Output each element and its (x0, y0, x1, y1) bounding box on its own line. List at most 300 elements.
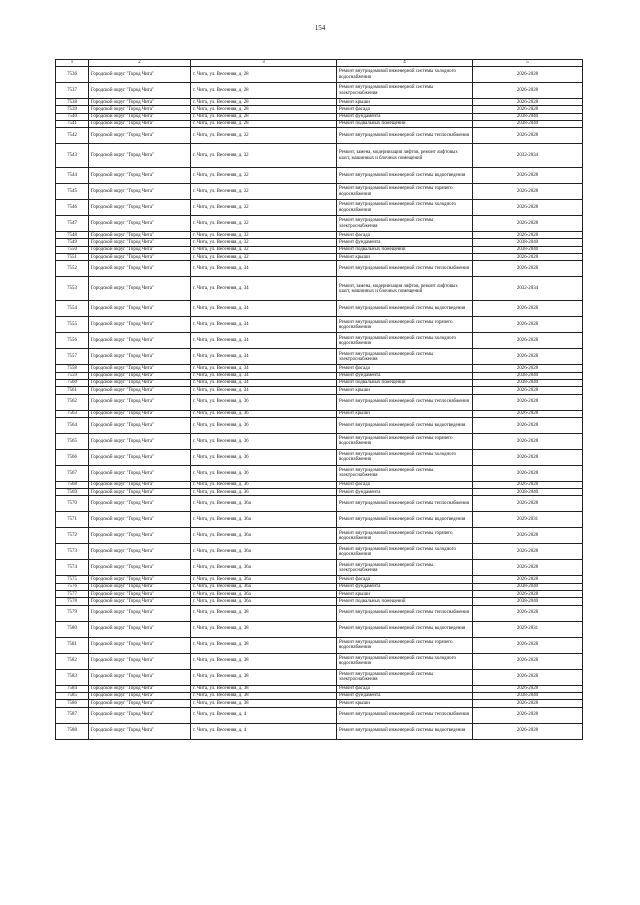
municipality-cell: Городской округ "Город Чита" (89, 637, 191, 653)
municipality-cell: Городской округ "Город Чита" (89, 544, 191, 560)
address-cell: г. Чита, ул. Весенняя, д. 32 (191, 254, 337, 261)
row-number-cell: 7582 (56, 653, 89, 669)
period-cell: 2026-2028 (473, 168, 583, 184)
period-cell: 2029-2031 (473, 512, 583, 528)
municipality-cell: Городской округ "Город Чита" (89, 465, 191, 481)
address-cell: г. Чита, ул. Весенняя, д. 34 (191, 349, 337, 365)
table-row (56, 410, 583, 417)
period-cell: 2038-2040 (473, 113, 583, 120)
column-number-4: 4 (337, 60, 473, 67)
work-type-cell: Ремонт внутридомовой инженерной системы водоотведения (337, 301, 473, 317)
address-cell: г. Чита, ул. Весенняя, д. 28 (191, 120, 337, 127)
row-number-cell: 7545 (56, 184, 89, 200)
row-number-cell: 7555 (56, 317, 89, 333)
row-number-cell: 7570 (56, 496, 89, 512)
work-type-cell: Ремонт внутридомовой инженерной системы горячего водоснабжения (337, 637, 473, 653)
work-type-cell: Ремонт внутридомовой инженерной системы теплоснабжения (337, 707, 473, 723)
period-cell: 2032-2034 (473, 277, 583, 301)
table-row (56, 232, 583, 239)
row-number-cell: 7554 (56, 301, 89, 317)
municipality-cell: Городской округ "Город Чита" (89, 496, 191, 512)
period-cell: 2026-2028 (473, 685, 583, 692)
period-cell: 2026-2028 (473, 261, 583, 277)
period-cell: 2026-2028 (473, 653, 583, 669)
row-number-cell: 7553 (56, 277, 89, 301)
table-row (56, 481, 583, 488)
table-row (56, 528, 583, 544)
row-number-cell: 7583 (56, 669, 89, 685)
work-type-cell: Ремонт внутридомовой инженерной системы теплоснабжения (337, 261, 473, 277)
table-row (56, 653, 583, 669)
address-cell: г. Чита, ул. Весенняя, д. 38 (191, 621, 337, 637)
municipality-cell: Городской округ "Город Чита" (89, 261, 191, 277)
work-type-cell: Ремонт внутридомовой инженерной системы водоотведения (337, 723, 473, 739)
address-cell: г. Чита, ул. Весенняя, д. 38 (191, 637, 337, 653)
work-type-cell: Ремонт подвальных помещений (337, 246, 473, 253)
row-number-cell: 7563 (56, 410, 89, 417)
address-cell: г. Чита, ул. Весенняя, д. 36а (191, 576, 337, 583)
period-cell: 2026-2028 (473, 410, 583, 417)
table-row (56, 365, 583, 372)
table-row (56, 621, 583, 637)
work-type-cell: Ремонт внутридомовой инженерной системы горячего водоснабжения (337, 433, 473, 449)
address-cell: г. Чита, ул. Весенняя, д. 28 (191, 99, 337, 106)
table-row (56, 99, 583, 106)
table-row (56, 544, 583, 560)
table-row (56, 349, 583, 365)
municipality-cell: Городской округ "Город Чита" (89, 239, 191, 246)
municipality-cell: Городской округ "Город Чита" (89, 128, 191, 144)
municipality-cell: Городской округ "Город Чита" (89, 254, 191, 261)
row-number-cell: 7538 (56, 99, 89, 106)
table-row (56, 723, 583, 739)
address-cell: г. Чита, ул. Весенняя, д. 28 (191, 113, 337, 120)
municipality-cell: Городской округ "Город Чита" (89, 372, 191, 379)
table-row (56, 200, 583, 216)
table-row (56, 707, 583, 723)
period-cell: 2026-2028 (473, 83, 583, 99)
address-cell: г. Чита, ул. Весенняя, д. 36а (191, 591, 337, 598)
address-cell: г. Чита, ул. Весенняя, д. 36 (191, 465, 337, 481)
row-number-cell: 7579 (56, 605, 89, 621)
table-row (56, 560, 583, 576)
row-number-cell: 7539 (56, 106, 89, 113)
municipality-cell: Городской округ "Город Чита" (89, 387, 191, 394)
municipality-cell: Городской округ "Город Чита" (89, 67, 191, 83)
work-type-cell: Ремонт крыши (337, 99, 473, 106)
table-row (56, 254, 583, 261)
municipality-cell: Городской округ "Город Чита" (89, 560, 191, 576)
municipality-cell: Городской округ "Город Чита" (89, 317, 191, 333)
column-number-5: 5 (473, 60, 583, 67)
work-type-cell: Ремонт внутридомовой инженерной системы электроснабжения (337, 349, 473, 365)
table-row (56, 239, 583, 246)
column-number-2: 2 (89, 60, 191, 67)
row-number-cell: 7557 (56, 349, 89, 365)
address-cell: г. Чита, ул. Весенняя, д. 38 (191, 700, 337, 707)
work-type-cell: Ремонт фасада (337, 365, 473, 372)
row-number-cell: 7540 (56, 113, 89, 120)
table-row (56, 317, 583, 333)
municipality-cell: Городской округ "Город Чита" (89, 394, 191, 410)
work-type-cell: Ремонт внутридомовой инженерной системы электроснабжения (337, 560, 473, 576)
municipality-cell: Городской округ "Город Чита" (89, 707, 191, 723)
row-number-cell: 7556 (56, 333, 89, 349)
address-cell: г. Чита, ул. Весенняя, д. 34 (191, 379, 337, 386)
address-cell: г. Чита, ул. Весенняя, д. 36а (191, 512, 337, 528)
table-row (56, 277, 583, 301)
row-number-cell: 7588 (56, 723, 89, 739)
municipality-cell: Городской округ "Город Чита" (89, 216, 191, 232)
period-cell: 2026-2028 (473, 605, 583, 621)
period-cell: 2026-2028 (473, 106, 583, 113)
period-cell: 2026-2028 (473, 184, 583, 200)
address-cell: г. Чита, ул. Весенняя, д. 4 (191, 707, 337, 723)
municipality-cell: Городской округ "Город Чита" (89, 489, 191, 496)
period-cell: 2026-2028 (473, 637, 583, 653)
table-row (56, 106, 583, 113)
period-cell: 2026-2028 (473, 669, 583, 685)
row-number-cell: 7558 (56, 365, 89, 372)
period-cell: 2026-2028 (473, 99, 583, 106)
address-cell: г. Чита, ул. Весенняя, д. 38 (191, 605, 337, 621)
period-cell: 2026-2028 (473, 723, 583, 739)
period-cell: 2038-2040 (473, 489, 583, 496)
address-cell: г. Чита, ул. Весенняя, д. 36 (191, 417, 337, 433)
row-number-cell: 7542 (56, 128, 89, 144)
work-type-cell: Ремонт, замена, модернизация лифтов, ремонт лифтовых шахт, машинных и блочных помещений (337, 277, 473, 301)
municipality-cell: Городской округ "Город Чита" (89, 723, 191, 739)
municipality-cell: Городской округ "Город Чита" (89, 700, 191, 707)
period-cell: 2026-2028 (473, 394, 583, 410)
period-cell: 2026-2028 (473, 700, 583, 707)
municipality-cell: Городской округ "Город Чита" (89, 349, 191, 365)
table-row (56, 128, 583, 144)
work-type-cell: Ремонт фасада (337, 481, 473, 488)
period-cell: 2026-2028 (473, 528, 583, 544)
work-type-cell: Ремонт внутридомовой инженерной системы электроснабжения (337, 216, 473, 232)
address-cell: г. Чита, ул. Весенняя, д. 34 (191, 317, 337, 333)
work-type-cell: Ремонт внутридомовой инженерной системы теплоснабжения (337, 605, 473, 621)
row-number-cell: 7578 (56, 598, 89, 605)
address-cell: г. Чита, ул. Весенняя, д. 28 (191, 83, 337, 99)
work-type-cell: Ремонт внутридомовой инженерной системы горячего водоснабжения (337, 528, 473, 544)
table-row (56, 261, 583, 277)
table-row (56, 144, 583, 168)
work-type-cell: Ремонт фундамента (337, 239, 473, 246)
address-cell: г. Чита, ул. Весенняя, д. 32 (191, 168, 337, 184)
address-cell: г. Чита, ул. Весенняя, д. 34 (191, 387, 337, 394)
address-cell: г. Чита, ул. Весенняя, д. 32 (191, 200, 337, 216)
table-row (56, 605, 583, 621)
row-number-cell: 7572 (56, 528, 89, 544)
municipality-cell: Городской округ "Город Чита" (89, 246, 191, 253)
row-number-cell: 7536 (56, 67, 89, 83)
period-cell: 2026-2028 (473, 707, 583, 723)
work-type-cell: Ремонт крыши (337, 591, 473, 598)
address-cell: г. Чита, ул. Весенняя, д. 36а (191, 544, 337, 560)
period-cell: 2038-2040 (473, 583, 583, 590)
address-cell: г. Чита, ул. Весенняя, д. 32 (191, 246, 337, 253)
period-cell: 2038-2040 (473, 379, 583, 386)
table-row (56, 417, 583, 433)
address-cell: г. Чита, ул. Весенняя, д. 38 (191, 692, 337, 699)
municipality-cell: Городской округ "Город Чита" (89, 598, 191, 605)
repair-schedule-table (55, 59, 583, 740)
work-type-cell: Ремонт, замена, модернизация лифтов, ремонт лифтовых шахт, машинных и блочных помещений (337, 144, 473, 168)
address-cell: г. Чита, ул. Весенняя, д. 32 (191, 144, 337, 168)
municipality-cell: Городской округ "Город Чита" (89, 232, 191, 239)
work-type-cell: Ремонт внутридомовой инженерной системы теплоснабжения (337, 394, 473, 410)
table-row (56, 83, 583, 99)
work-type-cell: Ремонт внутридомовой инженерной системы горячего водоснабжения (337, 317, 473, 333)
table-row (56, 433, 583, 449)
work-type-cell: Ремонт крыши (337, 700, 473, 707)
work-type-cell: Ремонт внутридомовой инженерной системы холодного водоснабжения (337, 544, 473, 560)
work-type-cell: Ремонт внутридомовой инженерной системы горячего водоснабжения (337, 184, 473, 200)
work-type-cell: Ремонт внутридомовой инженерной системы электроснабжения (337, 669, 473, 685)
address-cell: г. Чита, ул. Весенняя, д. 32 (191, 184, 337, 200)
address-cell: г. Чита, ул. Весенняя, д. 34 (191, 261, 337, 277)
work-type-cell: Ремонт внутридомовой инженерной системы холодного водоснабжения (337, 200, 473, 216)
municipality-cell: Городской округ "Город Чита" (89, 433, 191, 449)
work-type-cell: Ремонт внутридомовой инженерной системы водоотведения (337, 168, 473, 184)
address-cell: г. Чита, ул. Весенняя, д. 36 (191, 449, 337, 465)
table-row (56, 700, 583, 707)
work-type-cell: Ремонт внутридомовой инженерной системы водоотведения (337, 621, 473, 637)
table-row (56, 591, 583, 598)
municipality-cell: Городской округ "Город Чита" (89, 621, 191, 637)
work-type-cell: Ремонт крыши (337, 387, 473, 394)
period-cell: 2026-2028 (473, 301, 583, 317)
work-type-cell: Ремонт подвальных помещений (337, 379, 473, 386)
row-number-cell: 7577 (56, 591, 89, 598)
period-cell: 2026-2028 (473, 349, 583, 365)
table-row (56, 184, 583, 200)
municipality-cell: Городской округ "Город Чита" (89, 277, 191, 301)
row-number-cell: 7584 (56, 685, 89, 692)
page-number: 154 (314, 24, 326, 32)
table-row (56, 512, 583, 528)
work-type-cell: Ремонт фасада (337, 685, 473, 692)
work-type-cell: Ремонт внутридомовой инженерной системы водоотведения (337, 417, 473, 433)
row-number-cell: 7544 (56, 168, 89, 184)
work-type-cell: Ремонт фундамента (337, 113, 473, 120)
row-number-cell: 7575 (56, 576, 89, 583)
address-cell: г. Чита, ул. Весенняя, д. 36а (191, 496, 337, 512)
address-cell: г. Чита, ул. Весенняя, д. 36а (191, 528, 337, 544)
row-number-cell: 7550 (56, 246, 89, 253)
address-cell: г. Чита, ул. Весенняя, д. 28 (191, 67, 337, 83)
table-row (56, 637, 583, 653)
table-row (56, 372, 583, 379)
address-cell: г. Чита, ул. Весенняя, д. 36 (191, 394, 337, 410)
municipality-cell: Городской округ "Город Чита" (89, 379, 191, 386)
address-cell: г. Чита, ул. Весенняя, д. 38 (191, 653, 337, 669)
table-row (56, 465, 583, 481)
period-cell: 2038-2040 (473, 246, 583, 253)
table-row (56, 449, 583, 465)
row-number-cell: 7537 (56, 83, 89, 99)
municipality-cell: Городской округ "Город Чита" (89, 99, 191, 106)
work-type-cell: Ремонт фундамента (337, 489, 473, 496)
address-cell: г. Чита, ул. Весенняя, д. 4 (191, 723, 337, 739)
period-cell: 2026-2028 (473, 333, 583, 349)
work-type-cell: Ремонт внутридомовой инженерной системы холодного водоснабжения (337, 653, 473, 669)
row-number-cell: 7569 (56, 489, 89, 496)
address-cell: г. Чита, ул. Весенняя, д. 32 (191, 216, 337, 232)
row-number-cell: 7562 (56, 394, 89, 410)
address-cell: г. Чита, ул. Весенняя, д. 36а (191, 583, 337, 590)
address-cell: г. Чита, ул. Весенняя, д. 38 (191, 669, 337, 685)
work-type-cell: Ремонт фундамента (337, 692, 473, 699)
table-row (56, 583, 583, 590)
municipality-cell: Городской округ "Город Чита" (89, 113, 191, 120)
work-type-cell: Ремонт фасада (337, 106, 473, 113)
row-number-cell: 7548 (56, 232, 89, 239)
row-number-cell: 7546 (56, 200, 89, 216)
period-cell: 2026-2028 (473, 365, 583, 372)
municipality-cell: Городской округ "Город Чита" (89, 449, 191, 465)
table-row (56, 496, 583, 512)
work-type-cell: Ремонт фундамента (337, 583, 473, 590)
municipality-cell: Городской округ "Город Чита" (89, 583, 191, 590)
table-row (56, 489, 583, 496)
row-number-cell: 7547 (56, 216, 89, 232)
period-cell: 2038-2040 (473, 692, 583, 699)
municipality-cell: Городской округ "Город Чита" (89, 301, 191, 317)
row-number-cell: 7560 (56, 379, 89, 386)
municipality-cell: Городской округ "Город Чита" (89, 83, 191, 99)
address-cell: г. Чита, ул. Весенняя, д. 36а (191, 598, 337, 605)
address-cell: г. Чита, ул. Весенняя, д. 34 (191, 365, 337, 372)
table-row (56, 113, 583, 120)
work-type-cell: Ремонт внутридомовой инженерной системы теплоснабжения (337, 496, 473, 512)
period-cell: 2026-2028 (473, 67, 583, 83)
table-body (56, 60, 583, 740)
period-cell: 2029-2031 (473, 621, 583, 637)
period-cell: 2026-2028 (473, 254, 583, 261)
address-cell: г. Чита, ул. Весенняя, д. 34 (191, 372, 337, 379)
municipality-cell: Городской округ "Город Чита" (89, 653, 191, 669)
work-type-cell: Ремонт внутридомовой инженерной системы холодного водоснабжения (337, 449, 473, 465)
address-cell: г. Чита, ул. Весенняя, д. 34 (191, 277, 337, 301)
municipality-cell: Городской округ "Город Чита" (89, 417, 191, 433)
work-type-cell: Ремонт внутридомовой инженерной системы электроснабжения (337, 465, 473, 481)
period-cell: 2038-2040 (473, 598, 583, 605)
row-number-cell: 7552 (56, 261, 89, 277)
row-number-cell: 7581 (56, 637, 89, 653)
address-cell: г. Чита, ул. Весенняя, д. 28 (191, 106, 337, 113)
address-cell: г. Чита, ул. Весенняя, д. 36 (191, 489, 337, 496)
municipality-cell: Городской округ "Город Чита" (89, 512, 191, 528)
municipality-cell: Городской округ "Город Чита" (89, 120, 191, 127)
table-row (56, 246, 583, 253)
address-cell: г. Чита, ул. Весенняя, д. 36а (191, 560, 337, 576)
work-type-cell: Ремонт крыши (337, 254, 473, 261)
municipality-cell: Городской округ "Город Чита" (89, 333, 191, 349)
municipality-cell: Городской округ "Город Чита" (89, 576, 191, 583)
period-cell: 2026-2028 (473, 576, 583, 583)
row-number-cell: 7551 (56, 254, 89, 261)
period-cell: 2026-2028 (473, 317, 583, 333)
column-number-header-row (56, 60, 583, 67)
period-cell: 2026-2028 (473, 387, 583, 394)
period-cell: 2026-2028 (473, 449, 583, 465)
period-cell: 2026-2028 (473, 544, 583, 560)
period-cell: 2026-2028 (473, 465, 583, 481)
work-type-cell: Ремонт внутридомовой инженерной системы водоотведения (337, 512, 473, 528)
row-number-cell: 7541 (56, 120, 89, 127)
table-row (56, 301, 583, 317)
address-cell: г. Чита, ул. Весенняя, д. 32 (191, 239, 337, 246)
table-row (56, 394, 583, 410)
row-number-cell: 7587 (56, 707, 89, 723)
row-number-cell: 7568 (56, 481, 89, 488)
municipality-cell: Городской округ "Город Чита" (89, 168, 191, 184)
row-number-cell: 7576 (56, 583, 89, 590)
row-number-cell: 7543 (56, 144, 89, 168)
row-number-cell: 7565 (56, 433, 89, 449)
period-cell: 2026-2028 (473, 433, 583, 449)
row-number-cell: 7566 (56, 449, 89, 465)
municipality-cell: Городской округ "Город Чита" (89, 605, 191, 621)
column-number-3: 3 (191, 60, 337, 67)
table-row (56, 576, 583, 583)
municipality-cell: Городской округ "Город Чита" (89, 591, 191, 598)
row-number-cell: 7580 (56, 621, 89, 637)
address-cell: г. Чита, ул. Весенняя, д. 34 (191, 333, 337, 349)
municipality-cell: Городской округ "Город Чита" (89, 184, 191, 200)
period-cell: 2026-2028 (473, 417, 583, 433)
municipality-cell: Городской округ "Город Чита" (89, 669, 191, 685)
address-cell: г. Чита, ул. Весенняя, д. 36 (191, 481, 337, 488)
table-row (56, 168, 583, 184)
address-cell: г. Чита, ул. Весенняя, д. 38 (191, 685, 337, 692)
period-cell: 2026-2028 (473, 128, 583, 144)
table-row (56, 692, 583, 699)
row-number-cell: 7574 (56, 560, 89, 576)
municipality-cell: Городской округ "Город Чита" (89, 106, 191, 113)
row-number-cell: 7585 (56, 692, 89, 699)
municipality-cell: Городской округ "Город Чита" (89, 481, 191, 488)
row-number-cell: 7567 (56, 465, 89, 481)
table-row (56, 387, 583, 394)
municipality-cell: Городской округ "Город Чита" (89, 685, 191, 692)
table-row (56, 685, 583, 692)
work-type-cell: Ремонт фундамента (337, 372, 473, 379)
row-number-cell: 7561 (56, 387, 89, 394)
period-cell: 2038-2040 (473, 120, 583, 127)
period-cell: 2026-2028 (473, 216, 583, 232)
table-row (56, 216, 583, 232)
work-type-cell: Ремонт подвальных помещений (337, 598, 473, 605)
municipality-cell: Городской округ "Город Чита" (89, 365, 191, 372)
table-row (56, 669, 583, 685)
period-cell: 2038-2040 (473, 239, 583, 246)
municipality-cell: Городской округ "Город Чита" (89, 200, 191, 216)
table-row (56, 67, 583, 83)
work-type-cell: Ремонт подвальных помещений (337, 120, 473, 127)
table-row (56, 333, 583, 349)
municipality-cell: Городской округ "Город Чита" (89, 692, 191, 699)
table-row (56, 120, 583, 127)
period-cell: 2026-2028 (473, 496, 583, 512)
work-type-cell: Ремонт фасада (337, 232, 473, 239)
period-cell: 2032-2034 (473, 144, 583, 168)
row-number-cell: 7571 (56, 512, 89, 528)
period-cell: 2026-2028 (473, 232, 583, 239)
